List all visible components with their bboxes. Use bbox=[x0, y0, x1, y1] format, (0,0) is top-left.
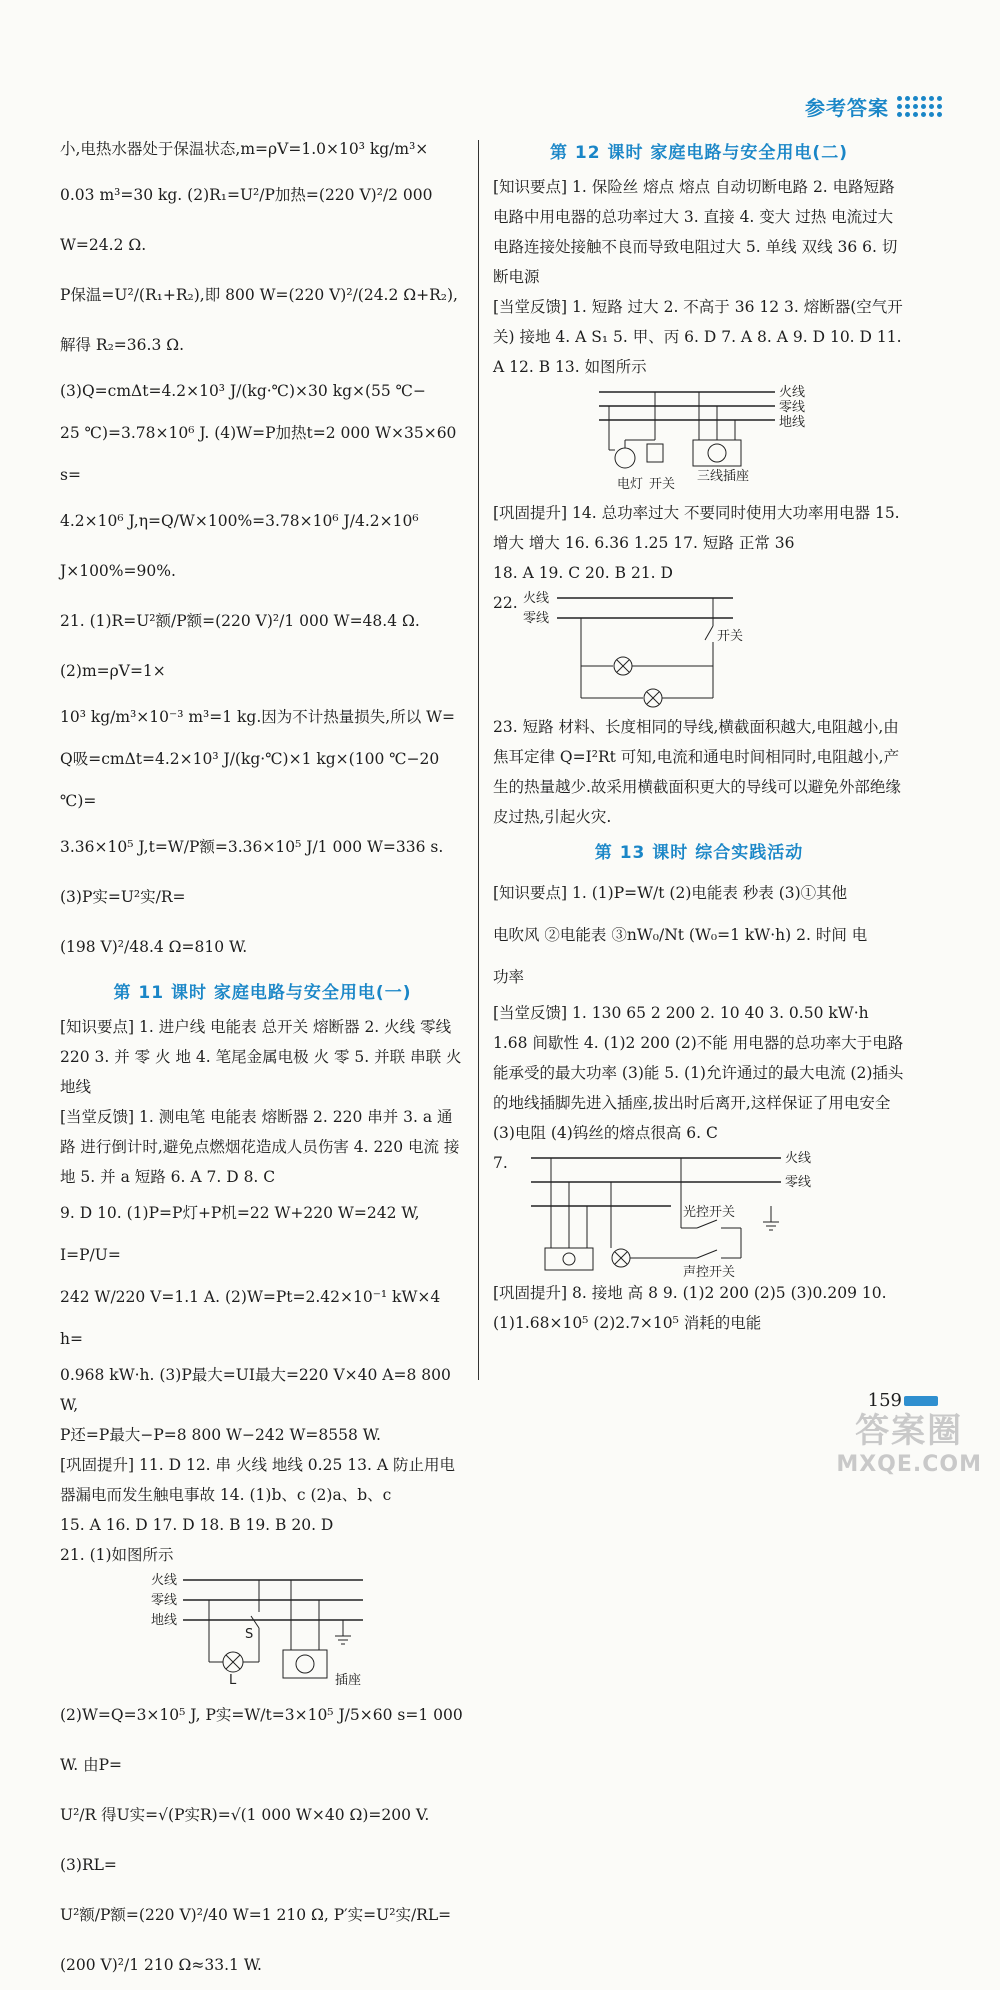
label-neutral: 零线 bbox=[150, 1593, 177, 1608]
section-heading-12: 第 12 课时 家庭电路与安全用电(二) bbox=[550, 143, 848, 163]
header-title: 参考答案 bbox=[805, 96, 889, 120]
text-line: 功率 bbox=[493, 968, 525, 986]
column-divider bbox=[478, 140, 479, 1380]
label-sound-switch: 声控开关 bbox=[683, 1265, 736, 1278]
text-line: (2)W=Q=3×10⁵ J, P实=W/t=3×10⁵ J/5×60 s=1 000 W. 由P= bbox=[60, 1706, 463, 1774]
knowledge-points-12: [知识要点] 1. 保险丝 熔点 熔点 自动切断电路 2. 电路短路 电路中用电器的总功率过大 3. 直接 4. 变大 过热 电流过大 电路连接处接触不良而导致电阻过大 5. 单线 双线 36 6. 切断电源 bbox=[493, 178, 898, 286]
label-socket: 插座 bbox=[334, 1673, 361, 1688]
label-fire: 火线 bbox=[779, 385, 806, 400]
text-line: 3.36×10⁵ J,t=W/P额=3.36×10⁵ J/1 000 W=336 s. (3)P实=U²实/R= bbox=[60, 838, 444, 906]
label-neutral: 零线 bbox=[785, 1175, 812, 1190]
consolidation-11: [巩固提升] 11. D 12. 串 火线 地线 0.25 13. A 防止用电器漏电而发生触电事故 14. (1)b、c (2)a、b、c bbox=[60, 1456, 455, 1504]
text-line: U²/R 得U实=√(P实R)=√(1 000 W×40 Ω)=200 V. (3)RL= bbox=[60, 1806, 430, 1874]
label-fire: 火线 bbox=[785, 1151, 812, 1166]
label-ground: 地线 bbox=[779, 415, 806, 430]
text-line: U²额/P额=(220 V)²/40 W=1 210 Ω, P′实=U²实/RL=(200 V)²/1 210 Ω≈33.1 W. bbox=[60, 1906, 452, 1974]
label-L: L bbox=[228, 1673, 236, 1688]
label-neutral: 零线 bbox=[523, 611, 550, 626]
text-line: (3)Q=cmΔt=4.2×10³ J/(kg·℃)×30 kg×(55 ℃− bbox=[60, 382, 427, 400]
label-fire: 火线 bbox=[150, 1573, 177, 1588]
text-line: P还=P最大−P=8 800 W−242 W=8558 W. bbox=[60, 1426, 381, 1444]
label-socket3: 三线插座 bbox=[697, 469, 750, 484]
feedback-13: [当堂反馈] 1. 130 65 2 200 2. 10 40 3. 0.50 kW·h 1.68 间歇性 4. (1)2 200 (2)不能 用电器的总功率大于电路能承受的最大功率 (3)能 5. (1)允许通过的最大电流 (2)插头的地线插脚先进入插座,拔出时后离开,这样保证了用电安全 (3)电阻 (4)钨丝的熔点很高 6. C bbox=[493, 1004, 904, 1142]
page-header bbox=[805, 92, 942, 121]
text-line: 18. A 19. C 20. B 21. D bbox=[493, 564, 673, 582]
right-column bbox=[493, 132, 905, 1338]
question-7 bbox=[493, 1148, 905, 1278]
text-line: 0.968 kW·h. (3)P最大=UI最大=220 V×40 A=8 800 W, bbox=[60, 1366, 451, 1414]
watermark-logo: 答案圈 bbox=[855, 1411, 964, 1451]
text-line: 15. A 16. D 17. D 18. B 19. B 20. D bbox=[60, 1516, 334, 1534]
consolidation-12: [巩固提升] 14. 总功率过大 不要同时使用大功率用电器 15. 增大 增大 16. 6.36 1.25 17. 短路 正常 36 bbox=[493, 504, 900, 552]
answer-23: 23. 短路 材料、长度相同的导线,横截面积越大,电阻越小,由焦耳定律 Q=I²Rt 可知,电流和通电时间相同时,电阻越小,产生的热量越少.故采用横截面积更大的导线可以避免外部绝缘皮过热,引起火灾. bbox=[493, 718, 901, 826]
text-line: Q吸=cmΔt=4.2×10³ J/(kg·℃)×1 kg×(100 ℃−20 ℃)= bbox=[60, 750, 440, 810]
dots-decoration-icon bbox=[897, 96, 942, 117]
text-line: 25 ℃)=3.78×10⁶ J. (4)W=P加热t=2 000 W×35×60 s= bbox=[60, 424, 457, 484]
question-22-label: 22. bbox=[493, 594, 518, 612]
label-S: S bbox=[244, 1627, 253, 1642]
section-heading-13: 第 13 课时 综合实践活动 bbox=[594, 843, 804, 863]
watermark bbox=[836, 1403, 982, 1477]
page-number-text: 159 bbox=[867, 1390, 902, 1411]
circuit-diagram-13 bbox=[579, 384, 819, 496]
text-line: P保温=U²/(R₁+R₂),即 800 W=(220 V)²/(24.2 Ω+R₂),解得 R₂=36.3 Ω. bbox=[60, 286, 458, 354]
label-switch: 开关 bbox=[649, 477, 676, 492]
text-line: 4.2×10⁶ J,η=Q/W×100%=3.78×10⁶ J/4.2×10⁶ J×100%=90%. bbox=[60, 512, 419, 580]
text-line: 电吹风 ②电能表 ③nW₀/Nt (W₀=1 kW·h) 2. 时间 电 bbox=[493, 926, 868, 944]
label-fire: 火线 bbox=[523, 591, 550, 606]
consolidation-13: [巩固提升] 8. 接地 高 8 9. (1)2 200 (2)5 (3)0.209 10. (1)1.68×10⁵ (2)2.7×10⁵ 消耗的电能 bbox=[493, 1284, 887, 1332]
text-line: 小,电热水器处于保温状态,m=ρV=1.0×10³ kg/m³× bbox=[60, 140, 429, 158]
circuit-diagram-22 bbox=[523, 588, 743, 712]
question-7-label: 7. bbox=[493, 1154, 508, 1172]
feedback-12: [当堂反馈] 1. 短路 过大 2. 不高于 36 12 3. 熔断器(空气开关) 接地 4. A S₁ 5. 甲、丙 6. D 7. A 8. A 9. D 10. D 11. A 12. B 13. 如图所示 bbox=[493, 298, 903, 376]
circuit-diagram-7 bbox=[521, 1148, 841, 1278]
text-line: (198 V)²/48.4 Ω=810 W. bbox=[60, 938, 248, 956]
text-line: 10³ kg/m³×10⁻³ m³=1 kg.因为不计热量损失,所以 W= bbox=[60, 708, 456, 726]
text-line: [知识要点] 1. (1)P=W/t (2)电能表 秒表 (3)①其他 bbox=[493, 884, 848, 902]
label-ground: 地线 bbox=[150, 1613, 177, 1628]
text-line: 9. D 10. (1)P=P灯+P机=22 W+220 W=242 W, I=P/U= bbox=[60, 1204, 420, 1264]
text-line: 242 W/220 V=1.1 A. (2)W=Pt=2.42×10⁻¹ kW×4 h= bbox=[60, 1288, 441, 1348]
section-heading-11: 第 11 课时 家庭电路与安全用电(一) bbox=[113, 983, 412, 1003]
circuit-diagram-21 bbox=[143, 1572, 383, 1688]
knowledge-points-11: [知识要点] 1. 进户线 电能表 总开关 熔断器 2. 火线 零线 220 3. 并 零 火 地 4. 笔尾金属电极 火 零 5. 并联 串联 火 地线 bbox=[60, 1018, 462, 1096]
watermark-url: MXQE.COM bbox=[836, 1452, 982, 1477]
label-light-switch: 光控开关 bbox=[683, 1205, 736, 1220]
feedback-11: [当堂反馈] 1. 测电笔 电能表 熔断器 2. 220 串并 3. a 通路 进行倒计时,避免点燃烟花造成人员伤害 4. 220 电流 接地 5. 并 a 短路 6. A 7. D 8. C bbox=[60, 1108, 460, 1186]
label-neutral: 零线 bbox=[779, 400, 806, 415]
text-line: 0.03 m³=30 kg. (2)R₁=U²/P加热=(220 V)²/2 000 W=24.2 Ω. bbox=[60, 186, 433, 254]
label-lamp: 电灯 bbox=[617, 477, 644, 492]
left-column bbox=[60, 128, 465, 1990]
text-line: 21. (1)如图所示 bbox=[60, 1546, 174, 1564]
label-switch: 开关 bbox=[717, 629, 743, 644]
text-line: 21. (1)R=U²额/P额=(220 V)²/1 000 W=48.4 Ω. (2)m=ρV=1× bbox=[60, 612, 420, 680]
question-22 bbox=[493, 588, 905, 712]
